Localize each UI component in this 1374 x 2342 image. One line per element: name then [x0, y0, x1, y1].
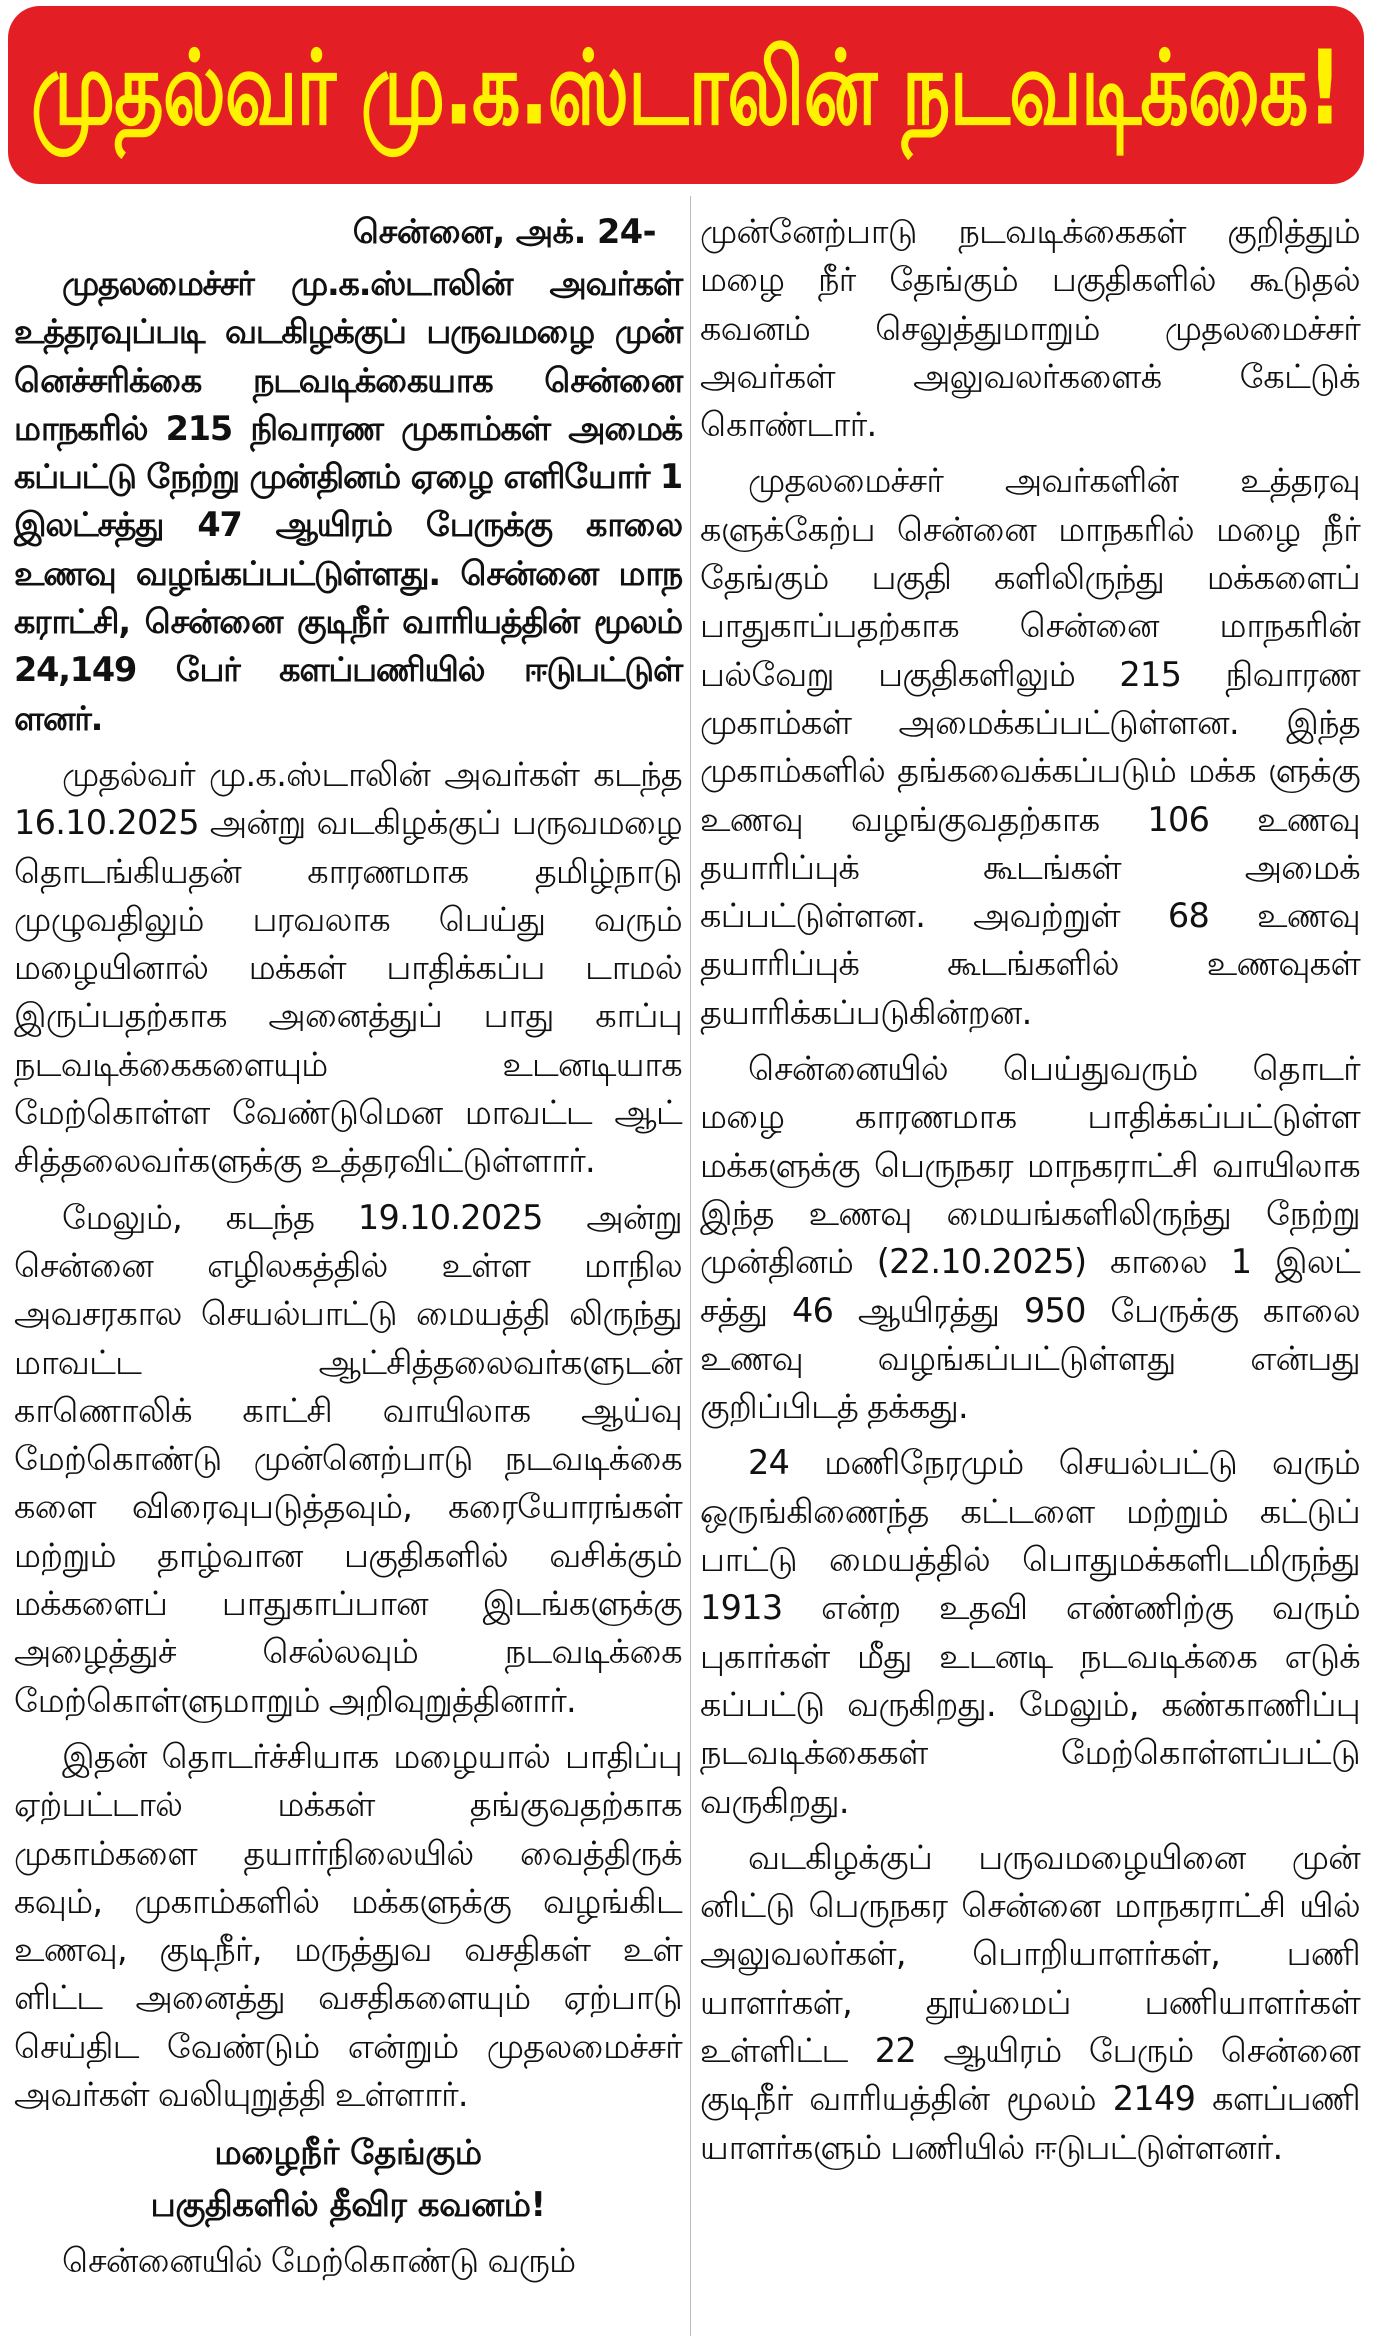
- column-divider: [690, 196, 691, 2336]
- subheading: [14, 2127, 682, 2231]
- body-paragraph: சென்னையில் பெய்துவரும் தொடர் மழை காரணமாக பாதிக்கப்பட்டுள்ள மக்களுக்கு பெருநகர மாநகராட்சி வாயிலாக இந்த உணவு மையங்களிலிருந்து நேற்று முன்தினம் (22.10.2025) காலை 1 இலட் சத்து 46 ஆயிரத்து 950 பேருக்கு காலை உணவு வழங்கப்பட்டுள்ளது என்பது குறிப்பிடத் தக்கது.: [700, 1049, 1360, 1427]
- body-paragraph: முதல்வர் மு.க.ஸ்டாலின் அவர்கள் கடந்த 16.10.2025 அன்று வடகிழக்குப் பருவமழை தொடங்கியதன் காரணமாக தமிழ்நாடு முழுவதிலும் பரவலாக பெய்து வரும் மழையினால் மக்கள் பாதிக்கப்ப டாமல் இருப்பதற்காக அனைத்துப் பாது காப்பு நடவடிக்கைகளையும் உடனடியாக மேற்கொள்ள வேண்டுமென மாவட்ட ஆட் சித்தலைவர்களுக்கு உத்தரவிட்டுள்ளார்.: [14, 754, 682, 1181]
- body-paragraph: 24 மணிநேரமும் செயல்பட்டு வரும் ஒருங்கிணைந்த கட்டளை மற்றும் கட்டுப் பாட்டு மையத்தில் பொதுமக்களிடமிருந்து 1913 என்ற உதவி எண்ணிற்கு வரும் புகார்கள் மீது உடனடி நடவடிக்கை எடுக் கப்பட்டு வருகிறது. மேலும், கண்காணிப்பு நடவடிக்கைகள் மேற்கொள்ளப்பட்டு வருகிறது.: [700, 1443, 1360, 1821]
- body-paragraph: முதலமைச்சர் அவர்களின் உத்தரவு களுக்கேற்ப சென்னை மாநகரில் மழை நீர் தேங்கும் பகுதி களிலிருந்து மக்களைப் பாதுகாப்பதற்காக சென்னை மாநகரின் பல்வேறு பகுதிகளிலும் 215 நிவாரண முகாம்கள் அமைக்கப்பட்டுள்ளன. இந்த முகாம்களில் தங்கவைக்கப்படும் மக்க ளுக்கு உணவு வழங்குவதற்காக 106 உணவு தயாரிப்புக் கூடங்கள் அமைக் கப்பட்டுள்ளன. அவற்றுள் 68 உணவு தயாரிப்புக் கூடங்களில் உணவுகள் தயாரிக்கப்படுகின்றன.: [700, 461, 1360, 1032]
- headline-banner: [8, 6, 1364, 184]
- body-paragraph: மேலும், கடந்த 19.10.2025 அன்று சென்னை எழிலகத்தில் உள்ள மாநில அவசரகால செயல்பாட்டு மையத்தி லிருந்து மாவட்ட ஆட்சித்தலைவர்களுடன் காணொலிக் காட்சி வாயிலாக ஆய்வு மேற்கொண்டு முன்னெற்பாடு நடவடிக்கை களை விரைவுபடுத்தவும், கரையோரங்கள் மற்றும் தாழ்வான பகுதிகளில் வசிக்கும் மக்களைப் பாதுகாப்பான இடங்களுக்கு அழைத்துச் செல்லவும் நடவடிக்கை மேற்கொள்ளுமாறும் அறிவுறுத்தினார்.: [14, 1197, 682, 1720]
- dateline: சென்னை, அக். 24-: [352, 212, 656, 251]
- left-column: [14, 208, 682, 2294]
- body-paragraph: வடகிழக்குப் பருவமழையினை முன் னிட்டு பெருநகர சென்னை மாநகராட்சி யில் அலுவலர்கள், பொறியாளர்கள், பணி யாளர்கள், தூய்மைப் பணியாளர்கள் உள்ளிட்ட 22 ஆயிரம் பேரும் சென்னை குடிநீர் வாரியத்தின் மூலம் 2149 களப்பணி யாளர்களும் பணியில் ஈடுபட்டுள்ளனர்.: [700, 1837, 1360, 2167]
- subheading-line: பகுதிகளில் தீவிர கவனம்!: [150, 2185, 546, 2226]
- body-paragraph: சென்னையில் மேற்கொண்டு வரும்: [62, 2241, 576, 2281]
- body-paragraph: இதன் தொடர்ச்சியாக மழையால் பாதிப்பு ஏற்பட்டால் மக்கள் தங்குவதற்காக முகாம்களை தயார்நிலையில் வைத்திருக் கவும், முகாம்களில் மக்களுக்கு வழங்கிட உணவு, குடிநீர், மருத்துவ வசதிகள் உள் ளிட்ட அனைத்து வசதிகளையும் ஏற்பாடு செய்திட வேண்டும் என்றும் முதலமைச்சர் அவர்கள் வலியுறுத்தி உள்ளார்.: [14, 1736, 682, 2114]
- right-column: [700, 208, 1360, 2180]
- subheading-line: மழைநீர் தேங்கும்: [214, 2133, 482, 2174]
- lead-paragraph: முதலமைச்சர் மு.க.ஸ்டாலின் அவர்கள் உத்தரவுப்படி வடகிழக்குப் பருவமழை முன் னெச்சரிக்கை நடவடிக்கையாக சென்னை மாநகரில் 215 நிவாரண முகாம்கள் அமைக் கப்பட்டு நேற்று முன்தினம் ஏழை எளியோர் 1 இலட்சத்து 47 ஆயிரம் பேருக்கு காலை உணவு வழங்கப்பட்டுள்ளது. சென்னை மாந கராட்சி, சென்னை குடிநீர் வாரியத்தின் மூலம் 24,149 பேர் களப்பணியில் ஈடுபட்டுள் ளனர்.: [14, 264, 682, 738]
- body-paragraph: முன்னேற்பாடு நடவடிக்கைகள் குறித்தும் மழை நீர் தேங்கும் பகுதிகளில் கூடுதல் கவனம் செலுத்துமாறும் முதலமைச்சர் அவர்கள் அலுவலர்களைக் கேட்டுக் கொண்டார்.: [700, 212, 1360, 445]
- headline-title: முதல்வர் மு.க.ஸ்டாலின் நடவடிக்கை!: [30, 27, 1342, 148]
